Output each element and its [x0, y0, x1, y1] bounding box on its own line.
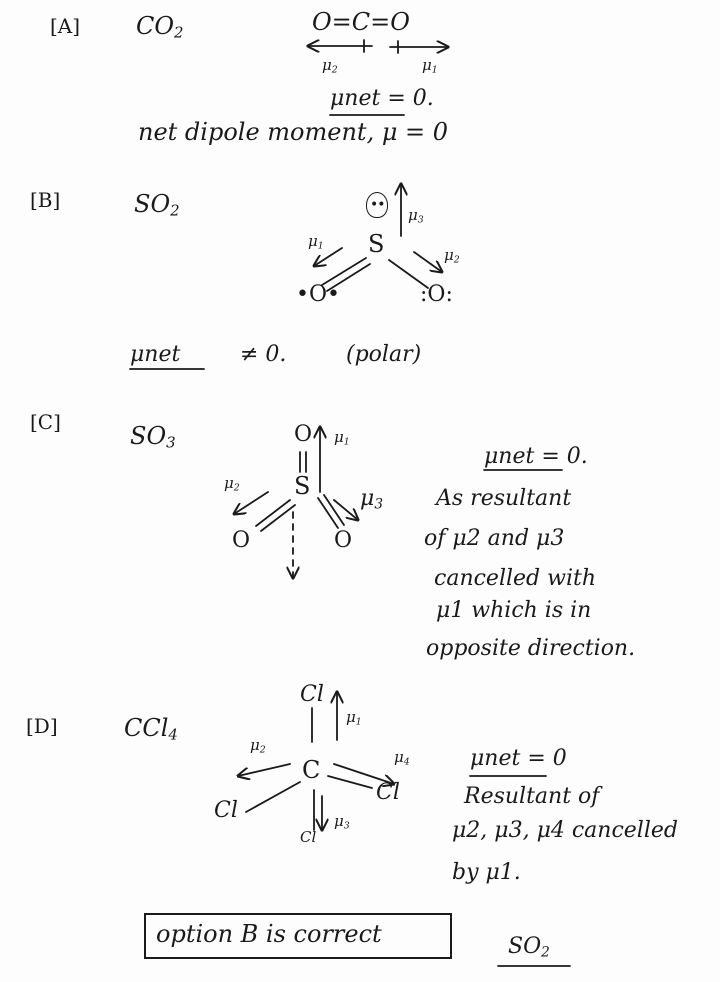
b-lone-pair-dots: •• — [370, 197, 385, 213]
b-atom-o-left: •O• — [296, 282, 340, 307]
section-b-label: [B] — [30, 188, 61, 212]
section-c-explanation-line-3: cancelled with — [434, 566, 596, 591]
d-atom-cl-right: Cl — [376, 780, 400, 805]
section-a-mu-net: μnet = 0. — [330, 86, 434, 111]
d-atom-c: C — [302, 756, 321, 784]
section-b-formula: $SO_2$ — [134, 190, 180, 220]
d-atom-cl-top: Cl — [300, 682, 324, 707]
d-bond-left — [246, 782, 300, 812]
section-a-label: [A] — [50, 14, 81, 38]
c-atom-o-top: O — [294, 422, 313, 447]
section-a-mu1-label: $\mu_1$ — [422, 56, 438, 76]
section-d-mu3-label: $\mu_3$ — [334, 812, 350, 832]
section-d-formula: CCl$_4$ — [124, 714, 178, 744]
section-d-explanation-line-2: μ2, μ3, μ4 cancelled — [452, 818, 678, 843]
section-b-mu-net: μnet — [130, 342, 181, 367]
d-bond-right — [328, 776, 372, 788]
d-atom-cl-left: Cl — [214, 798, 238, 823]
d-mu2-arrow — [238, 764, 290, 776]
section-d-mu2-label: $\mu_2$ — [250, 736, 266, 756]
section-c-mu1-label: $\mu_1$ — [334, 428, 350, 448]
section-b-mu3-label: $\mu_3$ — [408, 206, 424, 226]
answer-text: option B is correct — [156, 920, 382, 948]
d-atom-cl-bottom: Cl — [300, 828, 317, 846]
section-b-neq-zero: ≠ 0. — [240, 342, 287, 367]
section-c-explanation-line-1: As resultant — [436, 486, 572, 511]
section-a-conclusion: net dipole moment, μ = 0 — [138, 118, 449, 146]
section-c-mu3-label: $\mu_3$ — [360, 486, 383, 513]
b-atom-s: S — [368, 230, 385, 258]
c-atom-o-left: O — [232, 528, 251, 553]
b-mu2-arrow — [414, 252, 442, 272]
section-d-explanation-line-1: Resultant of — [464, 784, 600, 809]
b-atom-o-right: :O: — [420, 282, 453, 307]
section-c-mu2-label: $\mu_2$ — [224, 474, 240, 494]
section-a-structure: O=C=O — [312, 8, 410, 36]
section-b-mu1-label: $\mu_1$ — [308, 232, 324, 252]
section-c-formula: $SO_3$ — [130, 422, 176, 452]
section-d-mu4-label: $\mu_4$ — [394, 748, 410, 768]
section-b-mu2-label: $\mu_2$ — [444, 246, 460, 266]
section-d-label: [D] — [26, 714, 58, 738]
section-d-mu-net: μnet = 0 — [470, 746, 567, 771]
section-c-label: [C] — [30, 410, 61, 434]
section-a-mu2-label: $\mu_2$ — [322, 56, 338, 76]
c-atom-s: S — [294, 472, 311, 500]
answer-formula: $SO_2$ — [508, 934, 550, 961]
section-c-explanation-line-4: μ1 which is in — [436, 598, 592, 623]
section-d-explanation-line-3: by μ1. — [452, 860, 521, 885]
section-c-mu-net: μnet = 0. — [484, 444, 588, 469]
section-d-mu1-label: $\mu_1$ — [346, 708, 362, 728]
c-mu2-arrow — [234, 492, 268, 514]
section-c-explanation-line-2: of μ2 and μ3 — [424, 526, 565, 551]
section-c-explanation-line-5: opposite direction. — [426, 636, 636, 661]
c-atom-o-right: O — [334, 528, 353, 553]
section-b-polar: (polar) — [346, 342, 422, 367]
section-a-formula: $CO_2$ — [136, 12, 184, 42]
